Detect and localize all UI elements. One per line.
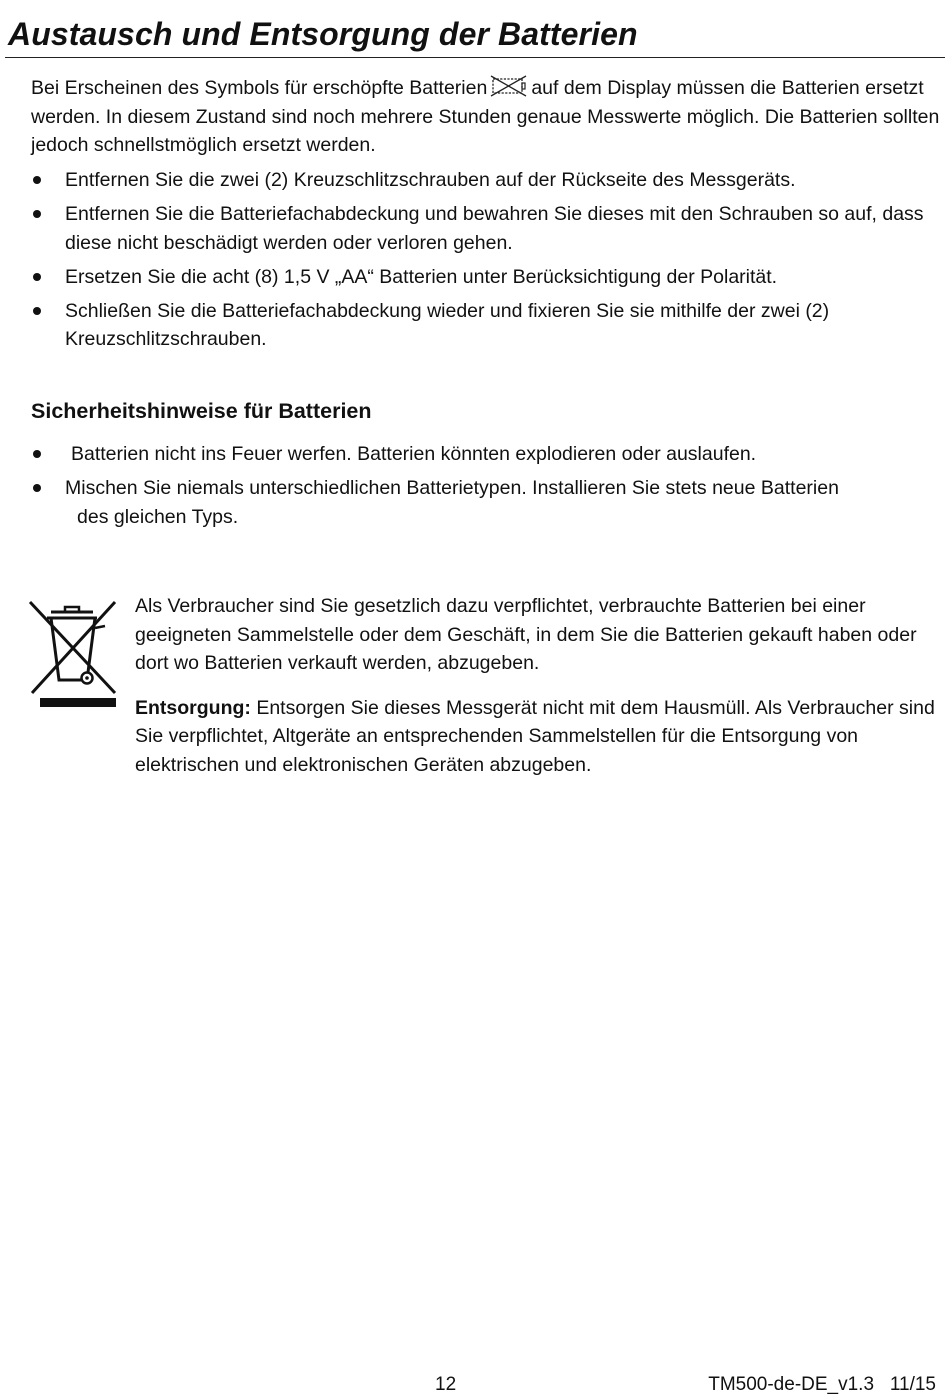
title-divider	[5, 57, 945, 58]
list-item: Batterien nicht ins Feuer werfen. Batterien könnten explodieren oder auslaufen.	[0, 440, 950, 469]
document-id: TM500-de-DE_v1.3 11/15	[708, 1374, 936, 1395]
disposal-paragraph	[135, 694, 940, 780]
list-item: Schließen Sie die Batteriefachabdeckung wieder und fixieren Sie sie mithilfe der zwei (2) Kreuzschlitzschrauben.	[0, 297, 950, 354]
safety-heading: Sicherheitshinweise für Batterien	[31, 399, 372, 423]
page-number: 12	[435, 1374, 457, 1395]
list-item	[0, 474, 950, 531]
list-item: Entfernen Sie die zwei (2) Kreuzschlitzschrauben auf der Rückseite des Messgeräts.	[0, 166, 950, 195]
disposal-section	[135, 592, 940, 795]
list-item: Ersetzen Sie die acht (8) 1,5 V „AA“ Batterien unter Berücksichtigung der Polarität.	[0, 263, 950, 292]
intro-paragraph	[31, 74, 943, 160]
battery-safety-list	[0, 440, 950, 537]
disposal-text: Entsorgen Sie dieses Messgerät nicht mit dem Hausmüll. Als Verbraucher sind Sie verpflichtet, Altgeräte an entsprechenden Sammelstellen für die Entsorgung von elektrischen und elektronischen Geräten abzugeben.	[135, 696, 935, 776]
consumer-obligation-paragraph: Als Verbraucher sind Sie gesetzlich dazu verpflichtet, verbrauchte Batterien bei einer geeigneten Sammelstelle oder dem Geschäft, in dem Sie die Batterien gekauft haben oder dort wo Batterien verkauft werden, abzugeben.	[135, 595, 917, 674]
intro-text-before-icon: Bei Erscheinen des Symbols für erschöpfte Batterien	[31, 77, 488, 99]
low-battery-icon	[489, 74, 529, 98]
page-title: Austausch und Entsorgung der Batterien	[8, 16, 638, 52]
list-item: Entfernen Sie die Batteriefachabdeckung und bewahren Sie dieses mit den Schrauben so auf, dass diese nicht beschädigt werden oder verloren gehen.	[0, 200, 950, 257]
battery-replacement-steps	[0, 166, 950, 359]
safety-item-text: Mischen Sie niemals unterschiedlichen Batterietypen. Installieren Sie stets neue Batterien	[65, 477, 839, 499]
crossed-out-wheelie-bin-icon	[27, 598, 119, 710]
safety-item-continuation: des gleichen Typs.	[77, 505, 239, 528]
disposal-label: Entsorgung:	[135, 696, 251, 719]
intro-text-after-icon: auf dem Display müssen die Batterien ersetzt werden. In diesem Zustand sind noch mehrere Stunden genaue Messwerte möglich. Die Batterien sollten jedoch schnellstmöglich ersetzt werden.	[31, 77, 940, 156]
